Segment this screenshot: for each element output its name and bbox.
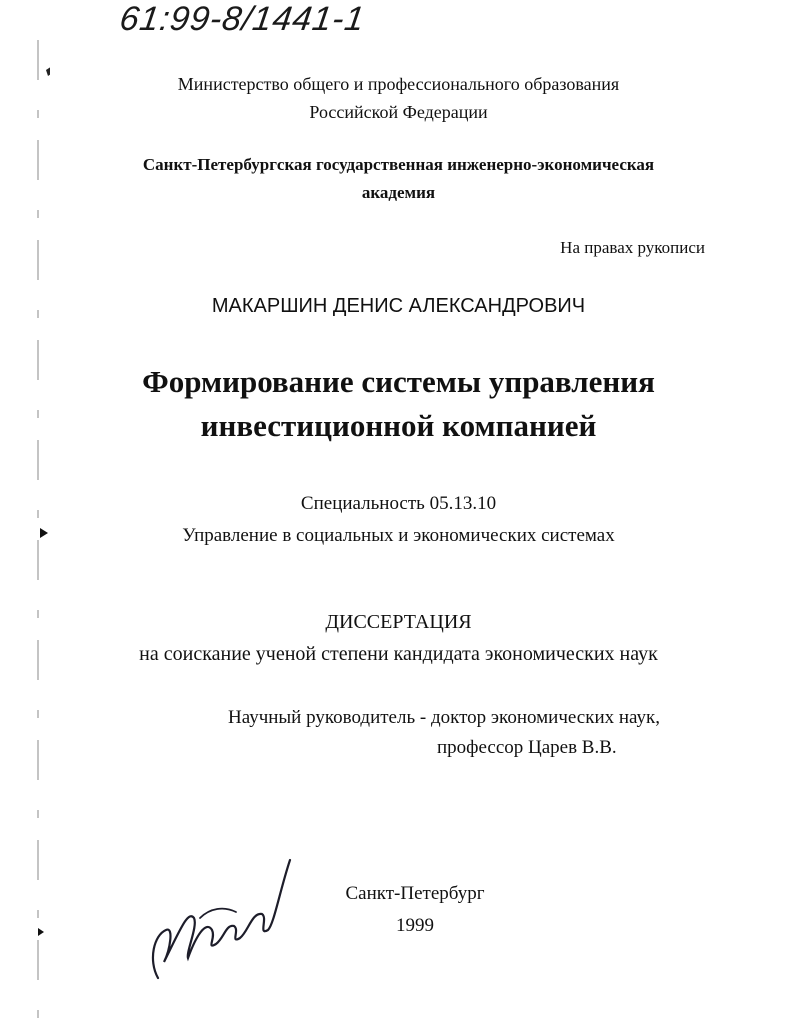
ministry-line-1: Министерство общего и профессионального образования bbox=[177, 74, 620, 94]
title-line-2: инвестиционной компанией bbox=[200, 408, 597, 443]
author-name: МАКАРШИН ДЕНИС АЛЕКСАНДРОВИЧ bbox=[211, 295, 586, 317]
binding-mark-icon bbox=[46, 66, 50, 76]
ministry-block bbox=[0, 70, 797, 126]
scan-edge-marks bbox=[30, 40, 50, 1028]
title-line-1: Формирование системы управления bbox=[142, 364, 655, 399]
dissertation-title bbox=[0, 360, 797, 448]
binding-mark-icon bbox=[38, 928, 44, 936]
signature-icon bbox=[140, 840, 300, 990]
binding-mark-icon bbox=[40, 528, 48, 538]
manuscript-rights: На правах рукописи bbox=[560, 238, 705, 257]
academy-line-2: академия bbox=[361, 183, 436, 202]
ministry-line-2: Российской Федерации bbox=[309, 102, 488, 122]
place-year-block bbox=[340, 878, 490, 942]
supervisor-line-1: Научный руководитель - доктор экономических наук, bbox=[228, 707, 660, 728]
specialty-name: Управление в социальных и экономических системах bbox=[182, 525, 615, 546]
dissertation-heading: ДИССЕРТАЦИЯ bbox=[325, 611, 472, 633]
dissertation-subtitle: на соискание ученой степени кандидата экономических наук bbox=[139, 643, 658, 665]
specialty-block bbox=[0, 488, 797, 552]
specialty-code: Специальность 05.13.10 bbox=[300, 493, 497, 514]
academy-line-1: Санкт-Петербургская государственная инженерно-экономическая bbox=[142, 155, 655, 174]
academy-block bbox=[0, 151, 797, 207]
archive-number: 61:99-8/1441-1 bbox=[117, 0, 368, 38]
year: 1999 bbox=[396, 915, 434, 936]
dissertation-block bbox=[0, 606, 797, 670]
place: Санкт-Петербург bbox=[345, 883, 485, 904]
supervisor-line-2: профессор Царев В.В. bbox=[437, 737, 617, 758]
